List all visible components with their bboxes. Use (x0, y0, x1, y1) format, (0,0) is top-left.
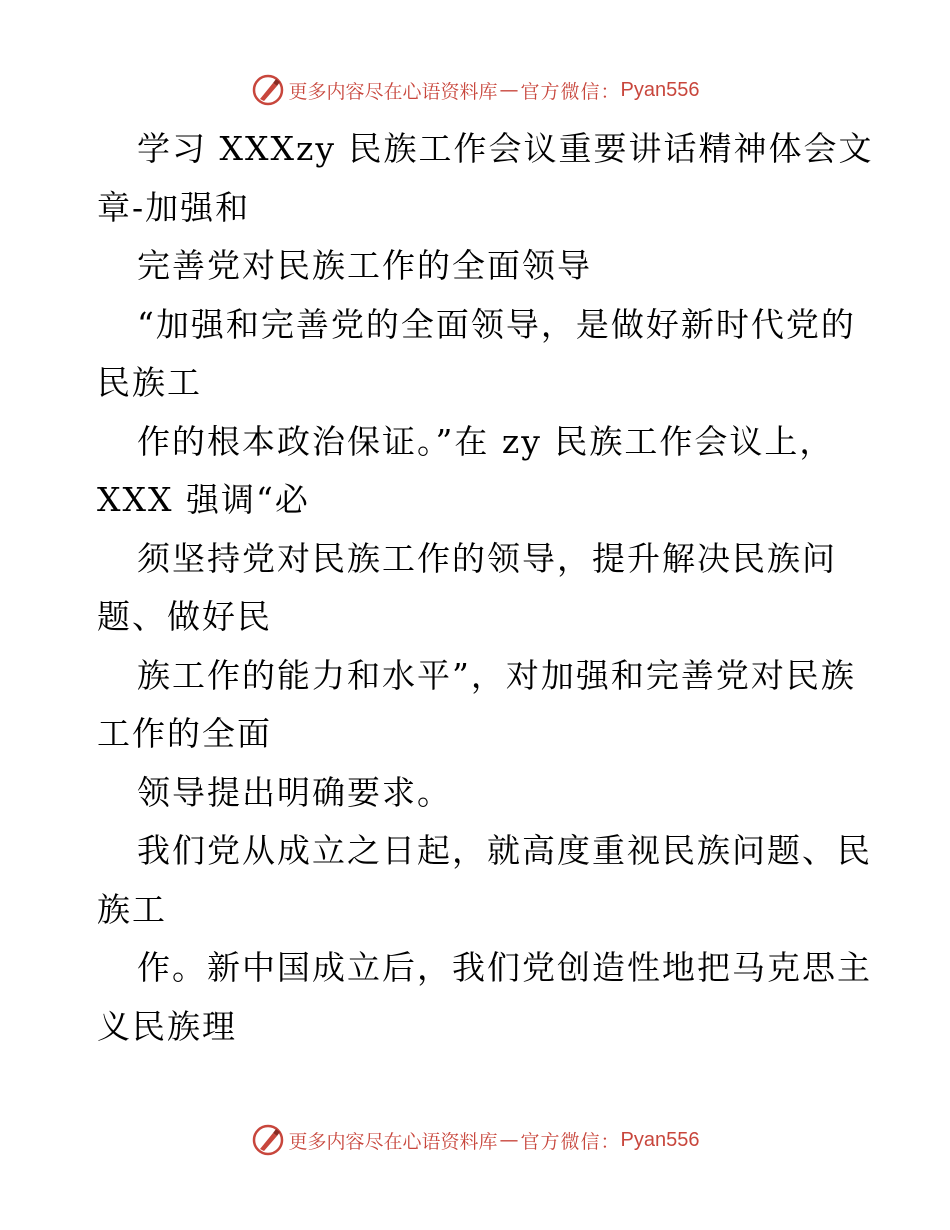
watermark-separator: — (499, 1129, 519, 1151)
text-line: 须坚持党对民族工作的领导，提升解决民族问 (137, 538, 837, 578)
text-line: 作。新中国成立后，我们党创造性地把马克思主 (137, 948, 872, 987)
text-line: 义民族理 (97, 1006, 237, 1046)
watermark-wechat-id: Pyan556 (620, 78, 700, 101)
text-line: 我们党从成立之日起，就高度重视民族问题、民 (137, 831, 872, 870)
watermark-site-text: 更多内容尽在心语资料库 (288, 1130, 498, 1153)
text-line: “加强和完善党的全面领导，是做好新时代党的 (137, 304, 856, 344)
text-line: 章-加强和 (97, 187, 251, 227)
pen-logo-icon (251, 73, 285, 107)
text-line: 题、做好民 (97, 597, 272, 636)
text-line: 族工 (97, 889, 167, 929)
text-line: 民族工 (97, 363, 202, 402)
watermark-separator: — (499, 79, 519, 101)
text-line: 完善党对民族工作的全面领导 (137, 246, 592, 285)
watermark-header (0, 70, 950, 110)
text-line: 学习 XXXzy 民族工作会议重要讲话精神体会文 (137, 129, 874, 168)
text-line: XXX 强调“必 (97, 480, 310, 519)
text-line: 领导提出明确要求。 (137, 772, 452, 812)
watermark-wechat-label: 官方微信： (520, 80, 621, 103)
watermark-footer (0, 1120, 950, 1160)
text-line: 族工作的能力和水平”，对加强和完善党对民族 (137, 655, 856, 695)
watermark-site-text: 更多内容尽在心语资料库 (288, 80, 498, 103)
watermark-wechat-id: Pyan556 (620, 1128, 700, 1151)
document-body (97, 120, 874, 1056)
text-line: 工作的全面 (97, 714, 272, 753)
text-line: 作的根本政治保证。”在 zy 民族工作会议上， (137, 421, 835, 461)
watermark-wechat-label: 官方微信： (520, 1130, 621, 1153)
pen-logo-icon (251, 1123, 285, 1157)
